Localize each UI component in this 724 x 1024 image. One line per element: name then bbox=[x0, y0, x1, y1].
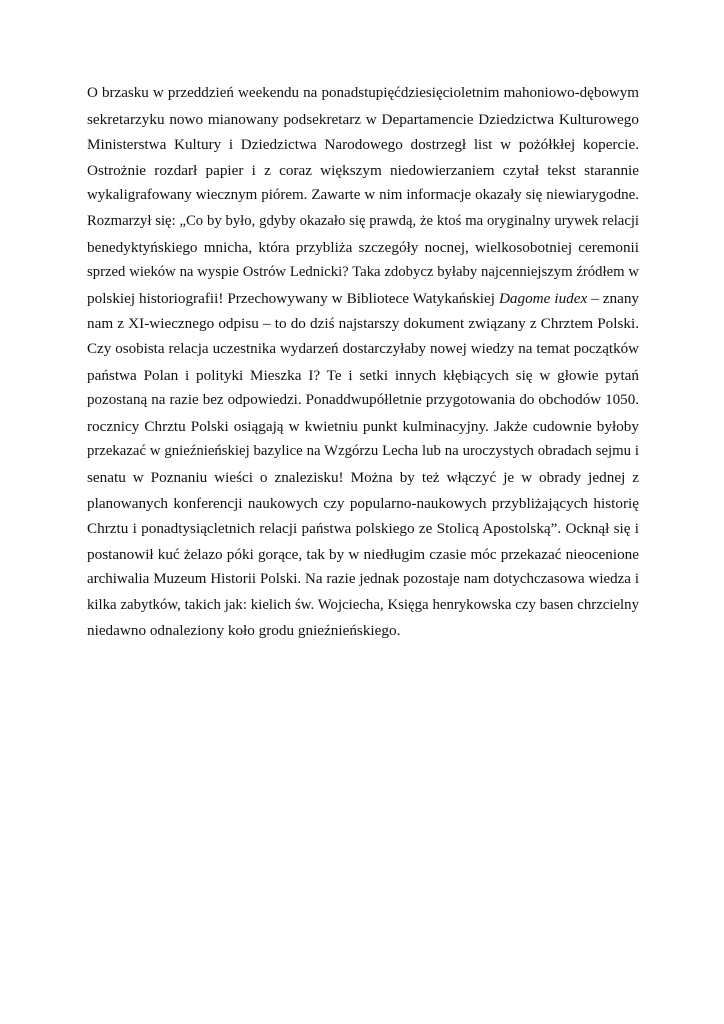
body-paragraph bbox=[87, 81, 639, 644]
paragraph-line: postanowił kuć żelazo póki gorące, tak by w niedługim czasie móc przekazać nieocenione bbox=[87, 545, 639, 563]
paragraph-line: niedawno odnaleziony koło grodu gnieźnieńskiego. bbox=[87, 622, 401, 640]
italic-title: Dagome iudex bbox=[498, 289, 588, 307]
paragraph-line: planowanych konferencji naukowych czy popularno-naukowych przybliżających historię bbox=[87, 494, 639, 512]
paragraph-line: pozostaną na razie bez odpowiedzi. Ponaddwupółletnie przygotowania do obchodów 1050. bbox=[87, 392, 639, 409]
paragraph-line: Rozmarzył się: „Co by było, gdyby okazało się prawdą, że ktoś ma oryginalny urywek relacji bbox=[87, 212, 639, 229]
paragraph-line: nam z XI-wiecznego odpisu – to do dziś najstarszy dokument związany z Chrztem Polski. bbox=[87, 315, 639, 333]
paragraph-line: przekazać w gnieźnieńskiej bazylice na Wzgórzu Lecha lub na uroczystych obradach sejmu i bbox=[87, 443, 639, 460]
paragraph-line bbox=[87, 286, 639, 312]
paragraph-line: sekretarzyku nowo mianowany podsekretarz w Departamencie Dziedzictwa Kulturowego bbox=[87, 110, 639, 128]
paragraph-line: państwa Polan i polityki Mieszka I? Te i setki innych kłębiących się w głowie pytań bbox=[87, 366, 639, 384]
paragraph-line: Ministerstwa Kultury i Dziedzictwa Narodowego dostrzegł list w pożółkłej kopercie. bbox=[87, 136, 639, 154]
paragraph-line: senatu w Poznaniu wieści o znalezisku! Można by też włączyć je w obrady jednej z bbox=[87, 468, 639, 486]
paragraph-line: sprzed wieków na wyspie Ostrów Lednicki? Taka zdobycz byłaby najcenniejszym źródłem w bbox=[87, 264, 639, 281]
line-text-after: – znany bbox=[587, 289, 640, 307]
paragraph-line: wykaligrafowany wiecznym piórem. Zawarte w nim informacje okazały się niewiarygodne. bbox=[87, 187, 639, 204]
paragraph-line: archiwalia Muzeum Historii Polski. Na razie jednak pozostaje nam dotychczasowa wiedza i bbox=[87, 571, 639, 588]
paragraph-line: Ostrożnie rozdarł papier i z coraz większym niedowierzaniem czytał tekst starannie bbox=[87, 161, 639, 179]
line-text-before: polskiej historiografii! Przechowywany w Bibliotece Watykańskiej bbox=[87, 289, 499, 307]
paragraph-line: Czy osobista relacja uczestnika wydarzeń dostarczyłaby nowej wiedzy na temat początków bbox=[87, 340, 639, 357]
paragraph-line: rocznicy Chrztu Polski osiągają w kwietniu punkt kulminacyjny. Jakże cudownie byłoby bbox=[87, 417, 639, 435]
paragraph-line: benedyktyńskiego mnicha, która przybliża szczegóły nocnej, wielkosobotniej ceremonii bbox=[87, 238, 639, 256]
paragraph-line: kilka zabytków, takich jak: kielich św. Wojciecha, Księga henrykowska czy basen chrzcielny bbox=[87, 596, 639, 613]
paragraph-line: O brzasku w przeddzień weekendu na ponadstupięćdziesięcioletnim mahoniowo-dębowym bbox=[87, 85, 639, 101]
paragraph-line: Chrztu i ponadtysiącletnich relacji państwa polskiego ze Stolicą Apostolską”. Ocknął się i bbox=[87, 520, 639, 538]
